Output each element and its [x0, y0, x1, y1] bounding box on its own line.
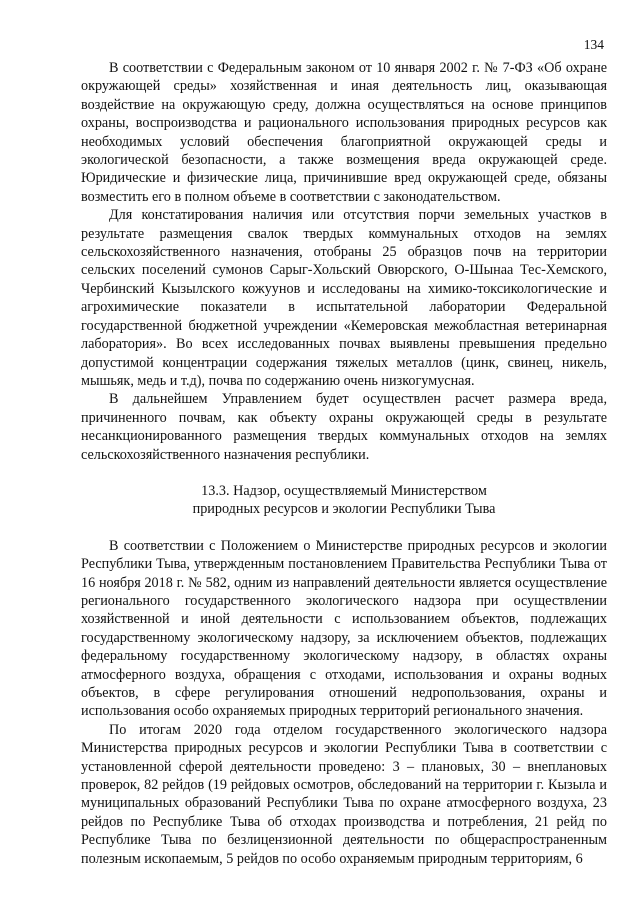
section-heading	[81, 482, 607, 519]
paragraph-environment-law: В соответствии с Федеральным законом от 10 января 2002 г. № 7-ФЗ «Об охране окружающей среды» хозяйственная и иная деятельность лиц, оказывающая воздействие на окружающую среду, должна осуществляться на основе принципов охраны, воспроизводства и рационального использования природных ресурсов как необходимых условий обеспечения благоприятной окружающей среды и экологической безопасности, а также возмещения вреда окружающей среде. Юридические и физические лица, причинившие вред окружающей среде, обязаны возместить его в полном объеме в соответствии с законодательством.	[81, 60, 607, 205]
document-body	[81, 59, 607, 868]
paragraph-soil-samples: Для констатирования наличия или отсутствия порчи земельных участков в результате размещения свалок твердых коммунальных отходов на землях сельскохозяйственного назначения, отобраны 25 образцов почв на территории сельских поселений сумонов Сарыг-Хольский Овюрского, О-Шынаа Тес-Хемского, Чербинский Кызылского кожуунов и исследованы на химико-токсикологические и агрохимические показатели в испытательной лаборатории Федеральной государственной бюджетной учреждении «Кемеровская межобластная ветеринарная лаборатория». Во всех исследованных почвах выявлены превышения предельно допустимой концентрации содержания тяжелых металлов (цинк, свинец, никель, мышьяк, медь и т.д), почва по содержанию очень низкогумусная.	[81, 207, 607, 389]
paragraph-ministry-regulation: В соответствии с Положением о Министерстве природных ресурсов и экологии Республики Тыва, утвержденным постановлением Правительства Республики Тыва от 16 ноября 2018 г. № 582, одним из направлений деятельности является осуществление регионального государственного экологического надзора при осуществлении хозяйственной и иной деятельности с использованием объектов, подлежащих государственному экологическому надзору, за исключением объектов, подлежащих федеральному государственному экологическому надзору, в областях охраны атмосферного воздуха, обращения с отходами, использования и охраны водных объектов, в сфере регулирования отношений недропользования, охраны и использования особо охраняемых природных территорий регионального значения.	[81, 537, 607, 720]
section-heading-line-2: природных ресурсов и экологии Республики Тыва	[192, 501, 496, 518]
section-heading-line-1: 13.3. Надзор, осуществляемый Министерством	[201, 482, 487, 499]
paragraph-2020-results: По итогам 2020 года отделом государственного экологического надзора Министерства природных ресурсов и экологии Республики Тыва в соответствии с установленной сферой деятельности проведено: 3 – плановых, 30 – внеплановых проверок, 82 рейдов (19 рейдовых осмотров, обследований на территории г. Кызыла и муниципальных образований Республики Тыва по охране атмосферного воздуха, 23 рейдов по Республике Тыва об отходах производства и потребления, 21 рейд по Республике Тыва по безлицензионной деятельности по общераспространенным полезным ископаемым, 5 рейдов по особо охраняемым природным территориям, 6	[81, 721, 607, 867]
page-number: 134	[583, 37, 604, 52]
paragraph-damage-calculation: В дальнейшем Управлением будет осуществлен расчет размера вреда, причиненного почвам, как объекту охраны окружающей среды в результате несанкционированного размещения твердых коммунальных отходов на землях сельскохозяйственного назначения республики.	[81, 391, 607, 463]
